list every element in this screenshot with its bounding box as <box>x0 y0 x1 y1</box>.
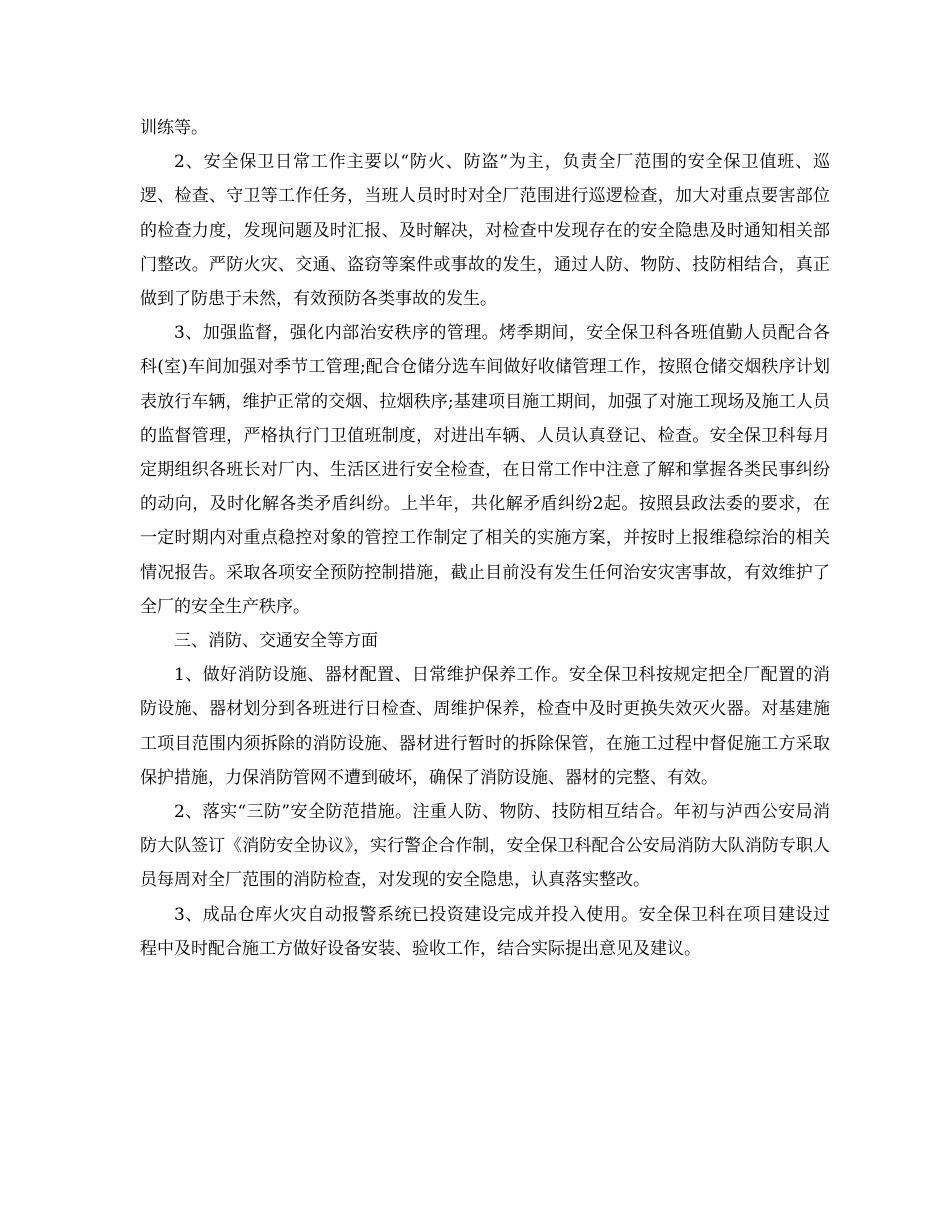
paragraph-continuation: 训练等。 <box>140 118 208 138</box>
paragraph-three-defenses: 2、落实“三防”安全防范措施。注重人防、物防、技防相互结合。年初与泸西公安局消防大队签订《消防安全协议》，实行警企合作制，安全保卫科配合公安局消防大队消防专职人员每周对全厂范围的消防检查，对发现的安全隐患，认真落实整改。 <box>140 802 830 891</box>
paragraph-fire-alarm-system: 3、成品仓库火灾自动报警系统已投资建设完成并投入使用。安全保卫科在项目建设过程中及时配合施工方做好设备安装、验收工作，结合实际提出意见及建议。 <box>140 904 830 959</box>
section-heading-fire-traffic: 三、消防、交通安全等方面 <box>174 631 378 652</box>
paragraph-security-daily-work: 2、安全保卫日常工作主要以“防火、防盗”为主，负责全厂范围的安全保卫值班、巡逻、检查、守卫等工作任务，当班人员时时对全厂范围进行巡逻检查，加大对重点要害部位的检查力度，发现问题及时汇报、及时解决，对检查中发现存在的安全隐患及时通知相关部门整改。严防火灾、交通、盗窃等案件或事故的发生，通过人防、物防、技防相结合，真正做到了防患于未然，有效预防各类事故的发生。 <box>140 152 830 310</box>
paragraph-fire-equipment: 1、做好消防设施、器材配置、日常维护保养工作。安全保卫科按规定把全厂配置的消防设施、器材划分到各班进行日检查、周维护保养，检查中及时更换失效灭火器。对基建施工项目范围内须拆除的消防设施、器材进行暂时的拆除保管，在施工过程中督促施工方采取保护措施，力保消防管网不遭到破坏，确保了消防设施、器材的完整、有效。 <box>140 665 830 788</box>
document-body <box>140 111 830 966</box>
paragraph-supervision-order: 3、加强监督，强化内部治安秩序的管理。烤季期间，安全保卫科各班值勤人员配合各科(室)车间加强对季节工管理;配合仓储分选车间做好收储管理工作，按照仓储交烟秩序计划表放行车辆，维护正常的交烟、拉烟秩序;基建项目施工期间，加强了对施工现场及施工人员的监督管理，严格执行门卫值班制度，对进出车辆、人员认真登记、检查。安全保卫科每月定期组织各班长对厂内、生活区进行安全检查，在日常工作中注意了解和掌握各类民事纠纷的动向，及时化解各类矛盾纠纷。上半年，共化解矛盾纠纷2起。按照县政法委的要求，在一定时期内对重点稳控对象的管控工作制定了相关的实施方案，并按时上报维稳综治的相关情况报告。采取各项安全预防控制措施，截止目前没有发生任何治安灾害事故，有效维护了全厂的安全生产秩序。 <box>140 323 830 617</box>
